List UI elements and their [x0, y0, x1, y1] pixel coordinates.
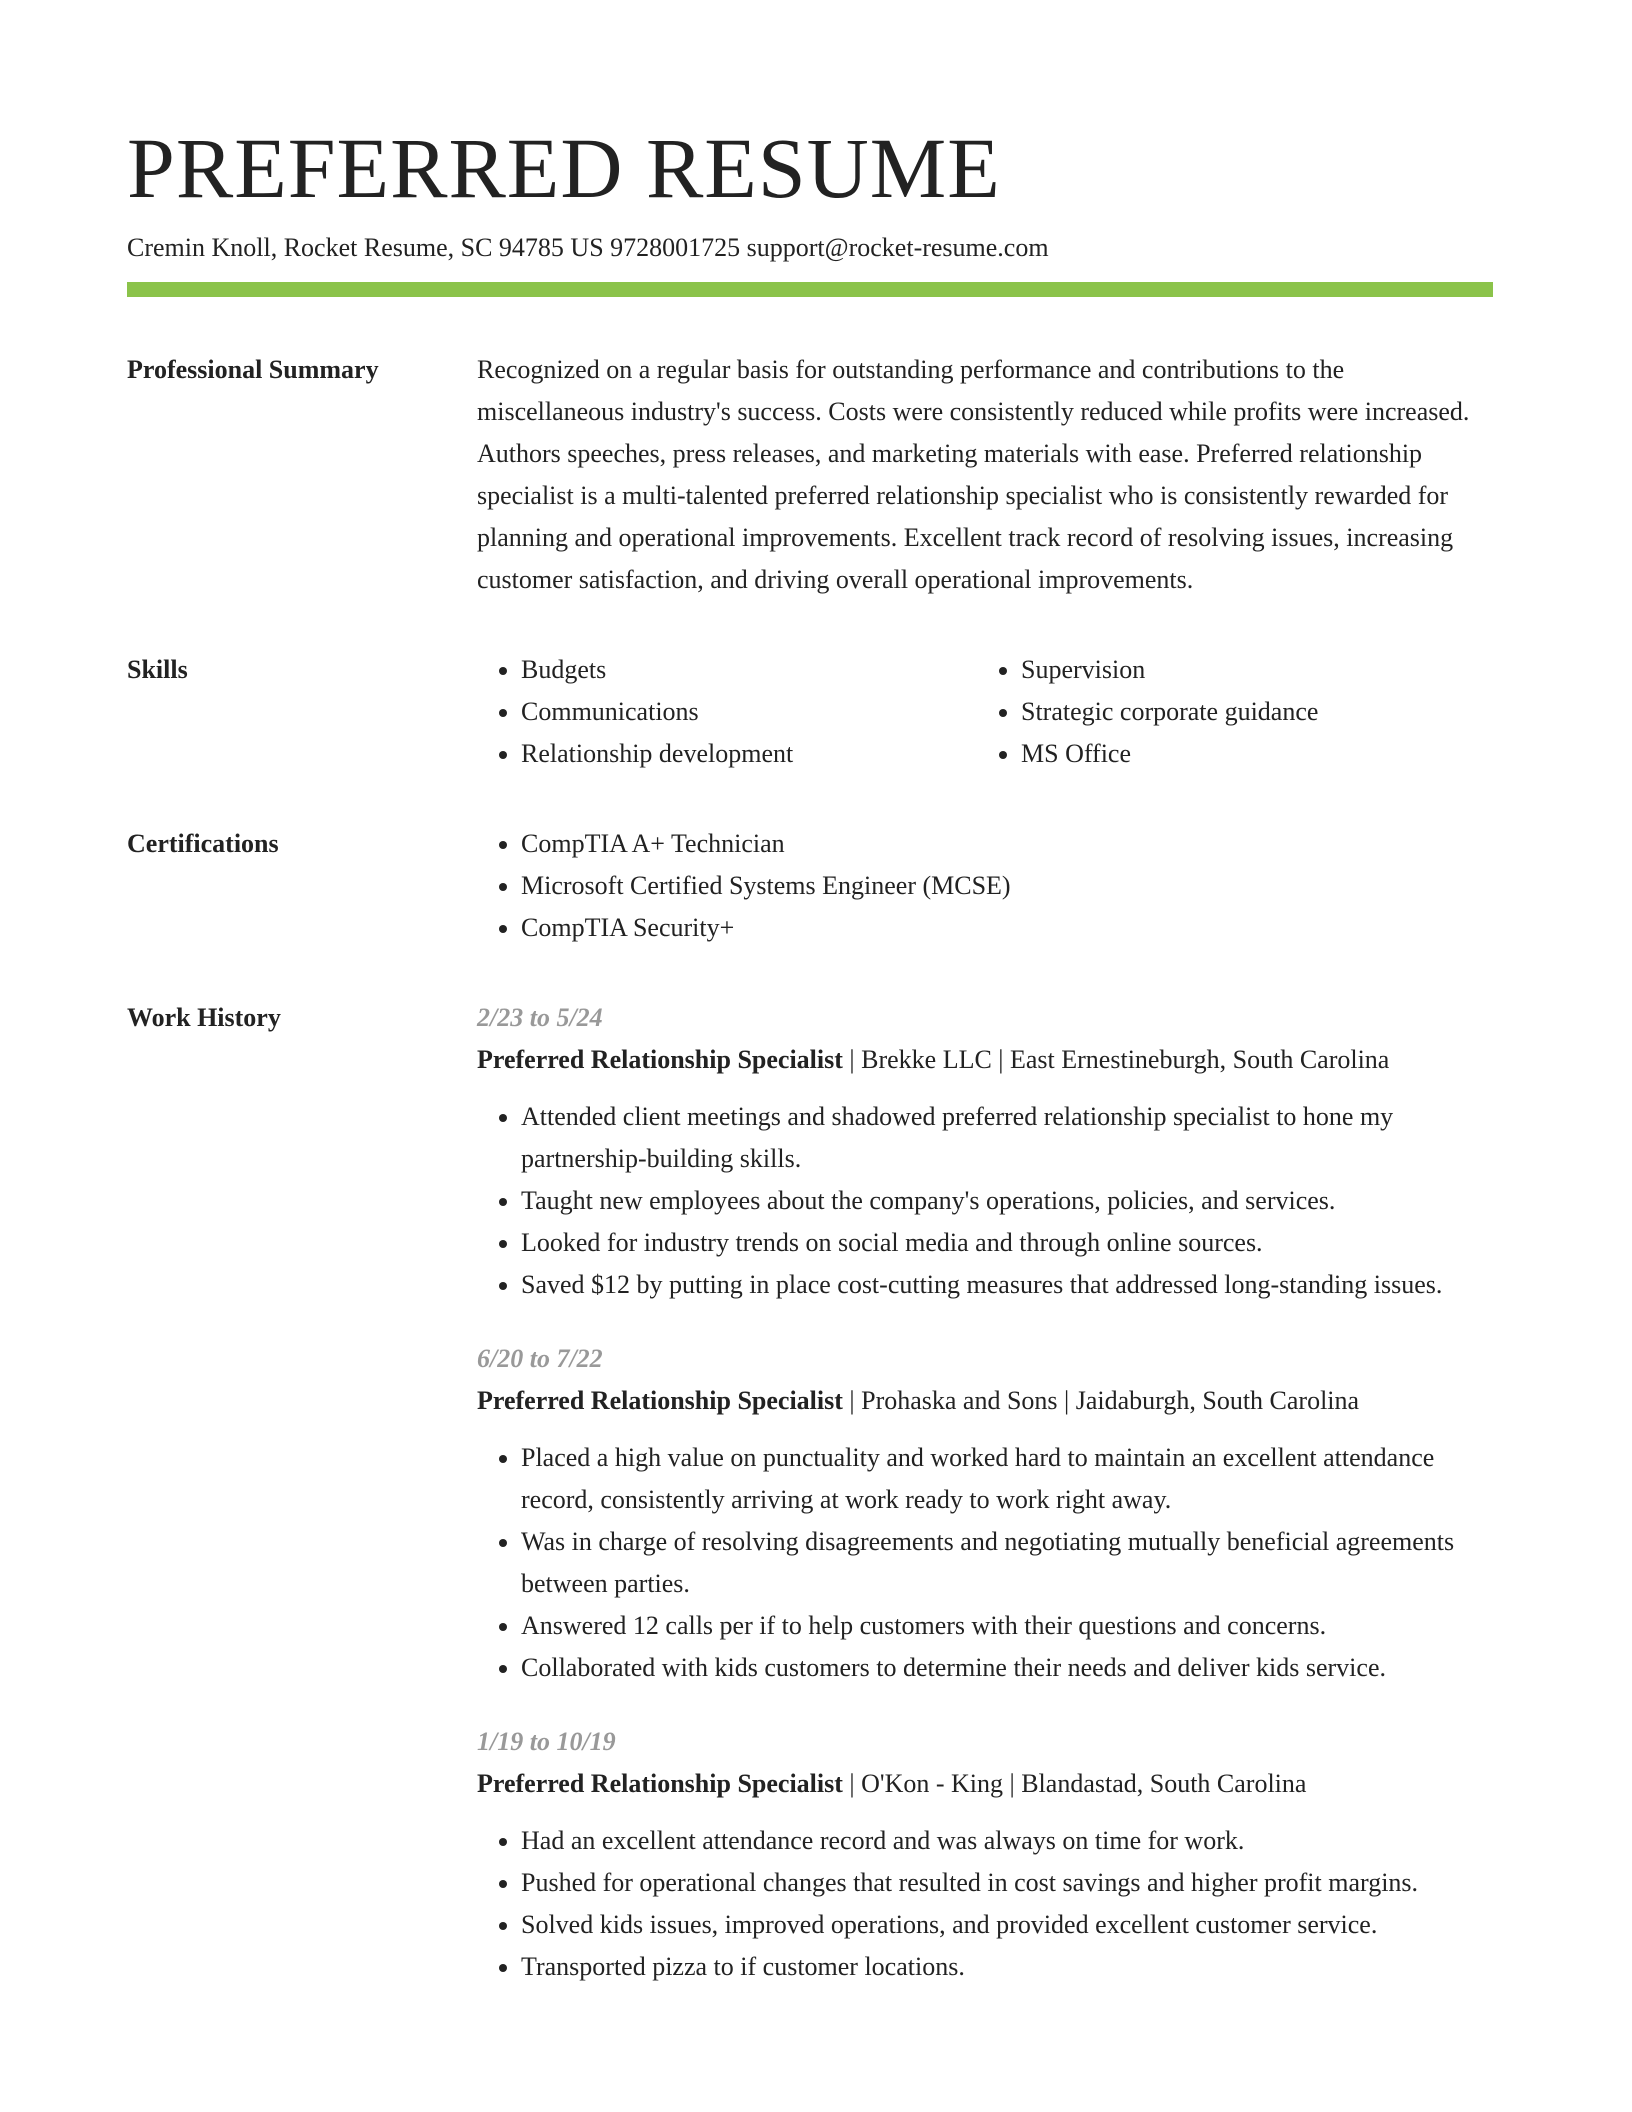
skill-item: • Relationship development	[521, 733, 977, 775]
skill-item: • Strategic corporate guidance	[1021, 691, 1521, 733]
certification-item: • Microsoft Certified Systems Engineer (MCSE)	[521, 865, 1493, 907]
section-label-work-history: Work History	[127, 1003, 281, 1032]
job-dates: 1/19 to 10/19	[477, 1727, 616, 1756]
skill-item: • Communications	[521, 691, 977, 733]
job-bullet: • Pushed for operational changes that resulted in cost savings and higher profit margins.	[521, 1862, 1493, 1904]
certification-item: • CompTIA A+ Technician	[521, 823, 1493, 865]
job-entry	[477, 1721, 1493, 1988]
resume-page	[127, 118, 1493, 1988]
job-details: | O'Kon - King | Blandastad, South Carolina	[842, 1769, 1307, 1798]
job-details: | Brekke LLC | East Ernestineburgh, South Carolina	[842, 1045, 1390, 1074]
skills-section	[127, 649, 1493, 775]
job-bullet: • Was in charge of resolving disagreements and negotiating mutually beneficial agreements between parties.	[521, 1521, 1493, 1605]
job-bullet: • Answered 12 calls per if to help customers with their questions and concerns.	[521, 1605, 1493, 1647]
section-label-skills: Skills	[127, 655, 188, 684]
skill-item: • Budgets	[521, 649, 977, 691]
work-history-list	[477, 997, 1493, 1988]
job-title-line	[477, 1763, 1493, 1805]
skills-column-right	[977, 649, 1521, 775]
summary-section	[127, 349, 1493, 601]
certifications-list	[477, 823, 1493, 949]
skill-item: • MS Office	[1021, 733, 1521, 775]
job-bullet: • Transported pizza to if customer locations.	[521, 1946, 1493, 1988]
job-bullets	[477, 1820, 1493, 1988]
certifications-section	[127, 823, 1493, 949]
job-bullet: • Attended client meetings and shadowed preferred relationship specialist to hone my partnership-building skills.	[521, 1096, 1493, 1180]
job-bullet: • Solved kids issues, improved operations, and provided excellent customer service.	[521, 1904, 1493, 1946]
job-role: Preferred Relationship Specialist	[477, 1045, 843, 1074]
work-history-section	[127, 997, 1493, 1988]
job-bullet: • Taught new employees about the company's operations, policies, and services.	[521, 1180, 1493, 1222]
section-label-summary: Professional Summary	[127, 355, 379, 384]
job-bullet: • Collaborated with kids customers to determine their needs and deliver kids service.	[521, 1647, 1493, 1689]
skills-column-left	[477, 649, 977, 775]
job-details: | Prohaska and Sons | Jaidaburgh, South Carolina	[842, 1386, 1360, 1415]
job-bullet: • Placed a high value on punctuality and worked hard to maintain an excellent attendance record, consistently arriving at work ready to work right away.	[521, 1437, 1493, 1521]
accent-divider	[127, 282, 1493, 297]
summary-text: Recognized on a regular basis for outstanding performance and contributions to the miscellaneous industry's success. Costs were consistently reduced while profits were increased. Authors speeches, press releases, and marketing materials with ease. Preferred relationship specialist is a multi-talented preferred relationship specialist who is consistently rewarded for planning and operational improvements. Excellent track record of resolving issues, increasing customer satisfaction, and driving overall operational improvements.	[477, 355, 1470, 594]
job-entry	[477, 1338, 1493, 1689]
job-bullet: • Had an excellent attendance record and was always on time for work.	[521, 1820, 1493, 1862]
skill-item: • Supervision	[1021, 649, 1521, 691]
job-entry	[477, 997, 1493, 1306]
job-bullets	[477, 1096, 1493, 1306]
section-label-certifications: Certifications	[127, 829, 279, 858]
resume-name: PREFERRED RESUME	[127, 120, 1001, 216]
contact-line: Cremin Knoll, Rocket Resume, SC 94785 US 9728001725 support@rocket-resume.com	[127, 233, 1049, 262]
job-title-line	[477, 1380, 1493, 1422]
job-dates: 6/20 to 7/22	[477, 1344, 603, 1373]
job-role: Preferred Relationship Specialist	[477, 1386, 843, 1415]
job-bullet: • Saved $12 by putting in place cost-cutting measures that addressed long-standing issues.	[521, 1264, 1493, 1306]
skills-list	[477, 649, 1521, 775]
job-role: Preferred Relationship Specialist	[477, 1769, 843, 1798]
job-title-line	[477, 1039, 1493, 1081]
certification-item: • CompTIA Security+	[521, 907, 1493, 949]
job-bullets	[477, 1437, 1493, 1689]
job-bullet: • Looked for industry trends on social media and through online sources.	[521, 1222, 1493, 1264]
job-dates: 2/23 to 5/24	[477, 1003, 603, 1032]
